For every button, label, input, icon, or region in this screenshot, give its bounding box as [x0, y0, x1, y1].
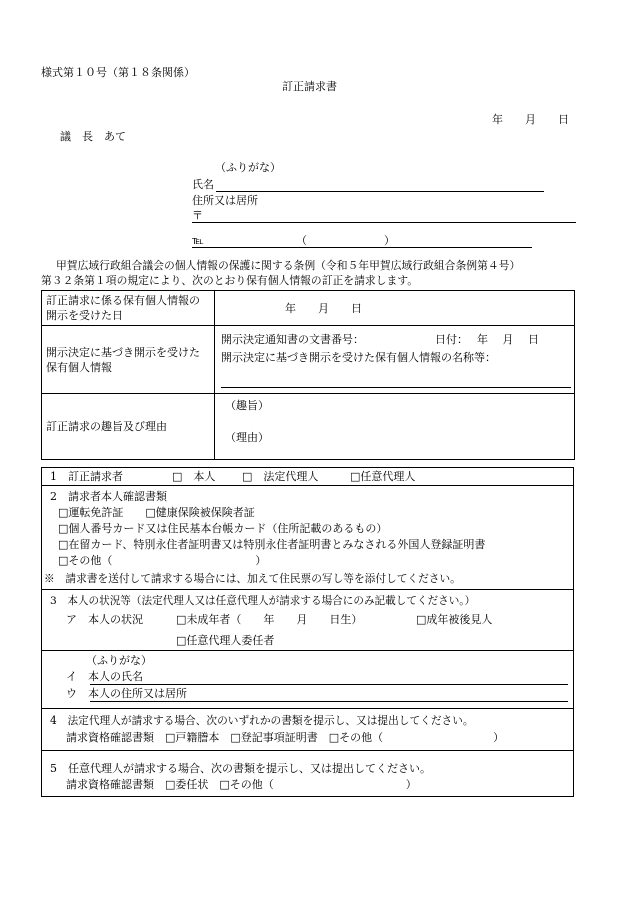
reason-sub-label: （理由） — [225, 430, 269, 444]
principal-address-field[interactable] — [90, 701, 568, 702]
checkbox-voluntary-rep[interactable]: □任意代理人 — [350, 470, 416, 483]
principal-address-label: ウ 本人の住所又は居所 — [66, 687, 187, 700]
id-docs-line-3[interactable]: □在留カード、特別永住者証明書又は特別永住者証明書とみなされる外国人登録証明書 — [58, 538, 486, 551]
id-docs-line-1[interactable]: □運転免許証 □健康保険被保険者証 — [58, 506, 255, 519]
requester-name-label: 氏名 — [192, 178, 214, 191]
sec5-title: 5 任意代理人が請求する場合、次の書類を提示し、又は提出してください。 — [50, 762, 431, 775]
document-title: 訂正請求書 — [282, 80, 337, 93]
requester-status-box — [41, 467, 574, 797]
notice-doc-number-label: 開示決定通知書の文書番号： — [221, 332, 364, 346]
reason-label: 訂正請求の趣旨及び理由 — [42, 394, 215, 460]
disclosed-info-name-label: 開示決定に基づき開示を受けた保有個人情報の名称等： — [221, 350, 496, 364]
intro-line-2: 第３２条第１項の規定により、次のとおり保有個人情報の訂正を請求します。 — [41, 274, 419, 287]
requester-furigana-label: （ふりがな） — [215, 161, 281, 174]
principal-name-field[interactable] — [90, 684, 568, 685]
reason-cell[interactable] — [215, 394, 575, 460]
divider — [42, 750, 573, 751]
requester-name-field[interactable] — [216, 191, 544, 192]
divider — [42, 589, 573, 590]
sec4-docs[interactable]: 請求資格確認書類 □戸籍謄本 □登記事項証明書 □その他（ ） — [66, 731, 505, 744]
disclosed-info-label: 開示決定に基づき開示を受けた保有個人情報 — [42, 326, 215, 394]
sec1-label: 1 訂正請求者 — [50, 470, 123, 483]
checkbox-mandator[interactable]: □任意代理人委任者 — [176, 634, 275, 647]
disclosure-date-field[interactable]: 年 月 日 — [215, 291, 575, 326]
checkbox-principal[interactable]: □ 本人 — [172, 470, 216, 483]
sec4-title: 4 法定代理人が請求する場合、次のいずれかの書類を提示し、又は提出してください。 — [50, 714, 474, 727]
principal-furigana-label: （ふりがな） — [86, 654, 152, 667]
checkbox-legal-rep[interactable]: □ 法定代理人 — [242, 470, 319, 483]
form-number: 様式第１０号（第１８条関係） — [41, 66, 195, 79]
postal-mark: 〒 — [192, 209, 203, 222]
principal-name-label: イ 本人の氏名 — [66, 670, 143, 683]
sec2-title: 2 請求者本人確認書類 — [50, 490, 167, 503]
id-docs-line-2[interactable]: □個人番号カード又は住民基本台帳カード（住所記載のあるもの） — [58, 522, 388, 535]
sec5-docs[interactable]: 請求資格確認書類 □委任状 □その他（ ） — [66, 778, 417, 791]
requester-address-label: 住所又は居所 — [192, 194, 258, 207]
addressee: 議 長 あて — [60, 130, 126, 143]
tel-field[interactable] — [192, 247, 532, 248]
id-docs-line-4[interactable]: □その他（ ） — [58, 554, 267, 567]
submission-date[interactable]: 年 月 日 — [492, 113, 569, 126]
request-details-table — [41, 290, 575, 460]
divider — [42, 708, 573, 709]
notice-date-label: 日付： 年 月 日 — [435, 332, 539, 346]
disclosed-info-cell[interactable] — [215, 326, 575, 394]
divider — [42, 485, 573, 486]
tel-parens: （ ） — [296, 234, 395, 247]
disclosed-info-name-field[interactable] — [221, 387, 571, 388]
sec2-note: ※ 請求書を送付して請求する場合には、加えて住民票の写し等を添付してください。 — [44, 572, 461, 585]
principal-status-label: ア 本人の状況 — [66, 613, 143, 626]
disclosure-date-label: 訂正請求に係る保有個人情報の開示を受けた日 — [42, 291, 215, 326]
checkbox-minor[interactable]: □未成年者（ 年 月 日生） — [176, 613, 363, 626]
checkbox-adult-ward[interactable]: □成年被後見人 — [416, 613, 493, 626]
intro-line-1: 甲賀広域行政組合議会の個人情報の保護に関する条例（令和５年甲賀広域行政組合条例第４号） — [56, 259, 521, 272]
divider — [42, 650, 573, 651]
purpose-label: （趣旨） — [225, 398, 269, 412]
tel-label: ℡ — [192, 234, 204, 247]
requester-address-field[interactable] — [192, 222, 576, 223]
sec3-title: 3 本人の状況等（法定代理人又は任意代理人が請求する場合にのみ記載してください。） — [50, 595, 476, 607]
